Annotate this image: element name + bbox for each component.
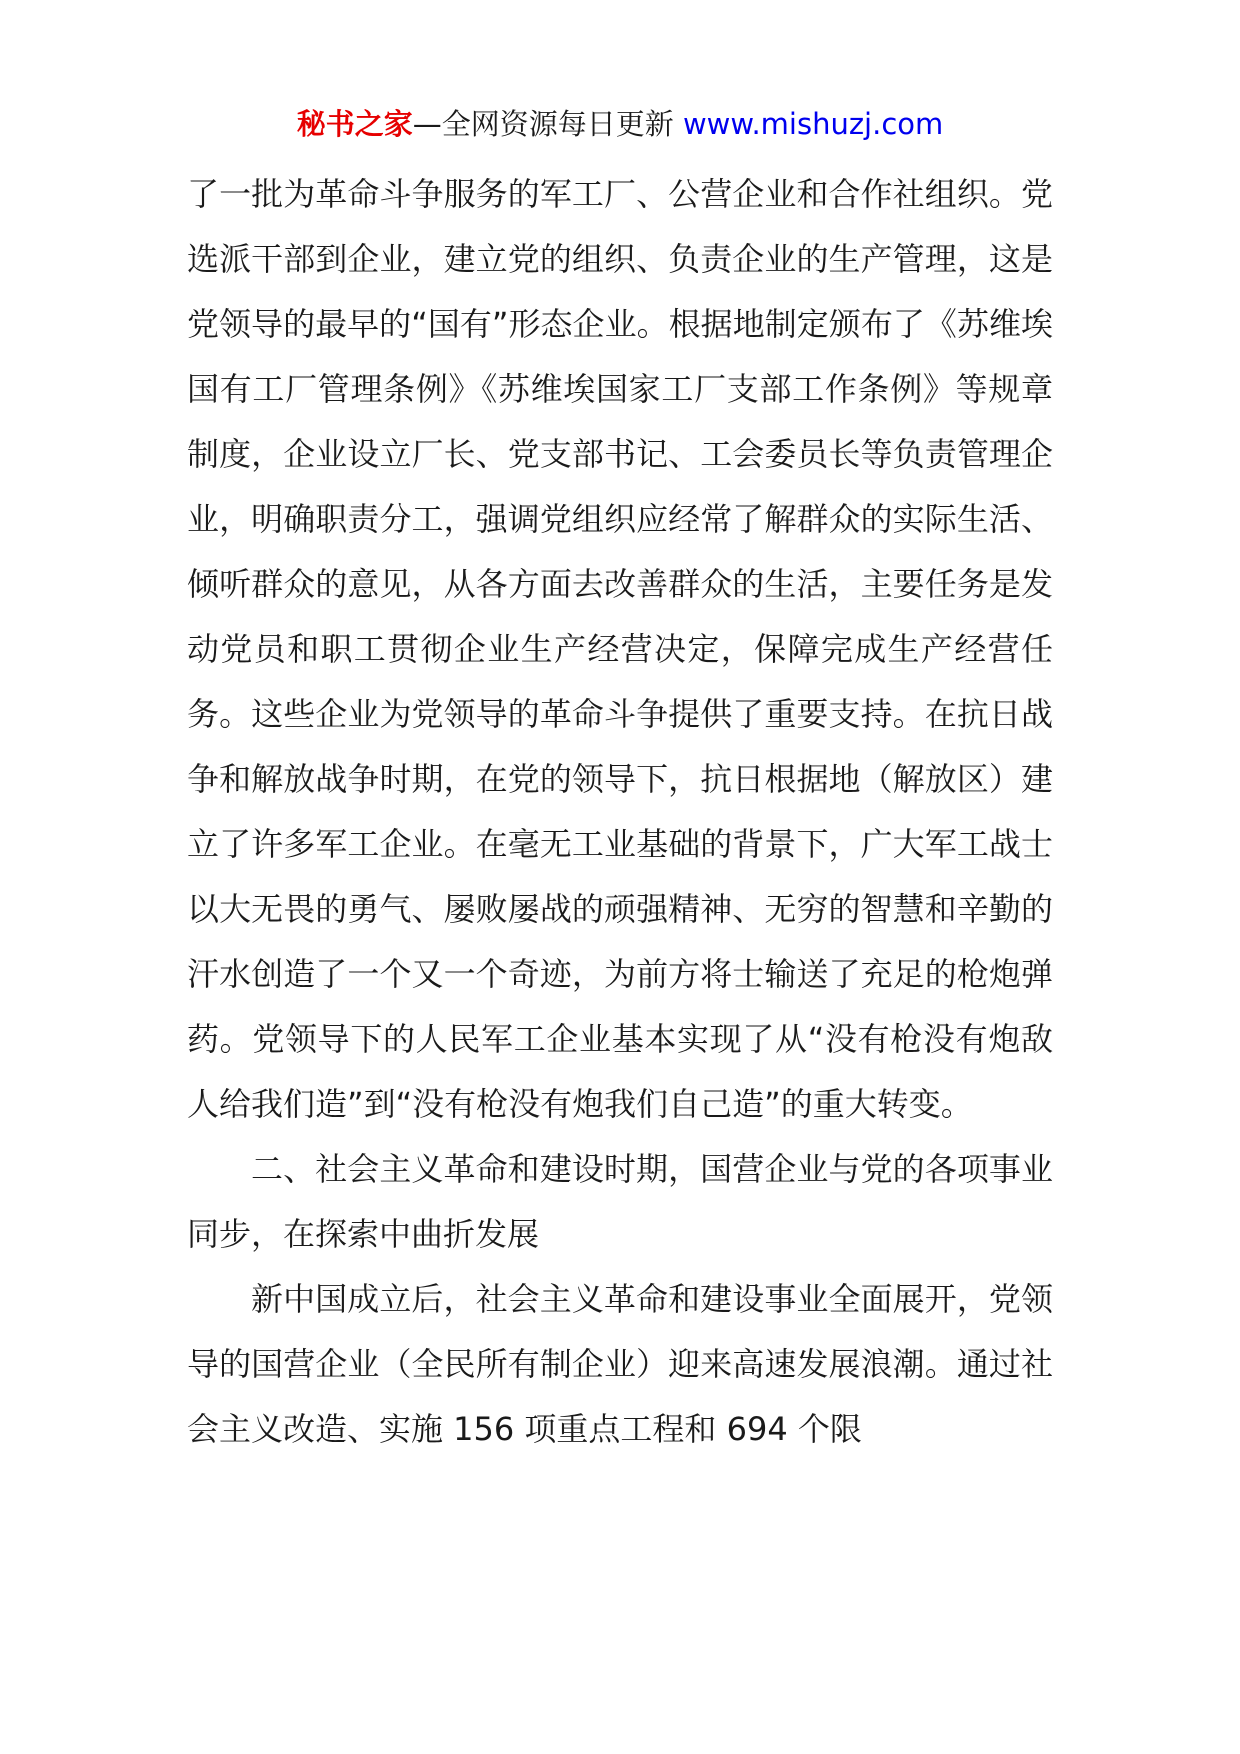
section-heading: 二、社会主义革命和建设时期，国营企业与党的各项事业同步，在探索中曲折发展 — [187, 1150, 1053, 1253]
body-paragraph: 了一批为革命斗争服务的军工厂、公营企业和合作社组织。党选派干部到企业，建立党的组织、负责企业的生产管理，这是党领导的最早的“国有”形态企业。根据地制定颁布了《苏维埃国有工厂管理条例》《苏维埃国家工厂支部工作条例》等规章制度，企业设立厂长、党支部书记、工会委员长等负责管理企业，明确职责分工，强调党组织应经常了解群众的实际生活、倾听群众的意见，从各方面去改善群众的生活，主要任务是发动党员和职工贯彻企业生产经营决定，保障完成生产经营任务。这些企业为党领导的革命斗争提供了重要支持。在抗日战争和解放战争时期，在党的领导下，抗日根据地（解放区）建立了许多军工企业。在毫无工业基础的背景下，广大军工战士以大无畏的勇气、屡败屡战的顽强精神、无穷的智慧和辛勤的汗水创造了一个又一个奇迹，为前方将士输送了充足的枪炮弹药。党领导下的人民军工企业基本实现了从“没有枪没有炮敌人给我们造”到“没有枪没有炮我们自己造”的重大转变。 — [187, 175, 1053, 1123]
document-body — [187, 162, 1053, 1462]
site-url-link[interactable]: www.mishuzj.com — [682, 107, 944, 141]
site-header — [0, 104, 1240, 144]
header-tagline: —全网资源每日更新 — [412, 107, 674, 141]
body-paragraph: 新中国成立后，社会主义革命和建设事业全面展开，党领导的国营企业（全民所有制企业）迎来高速发展浪潮。通过社会主义改造、实施 156 项重点工程和 694 个限 — [187, 1280, 1053, 1448]
brand-name: 秘书之家 — [296, 107, 413, 141]
